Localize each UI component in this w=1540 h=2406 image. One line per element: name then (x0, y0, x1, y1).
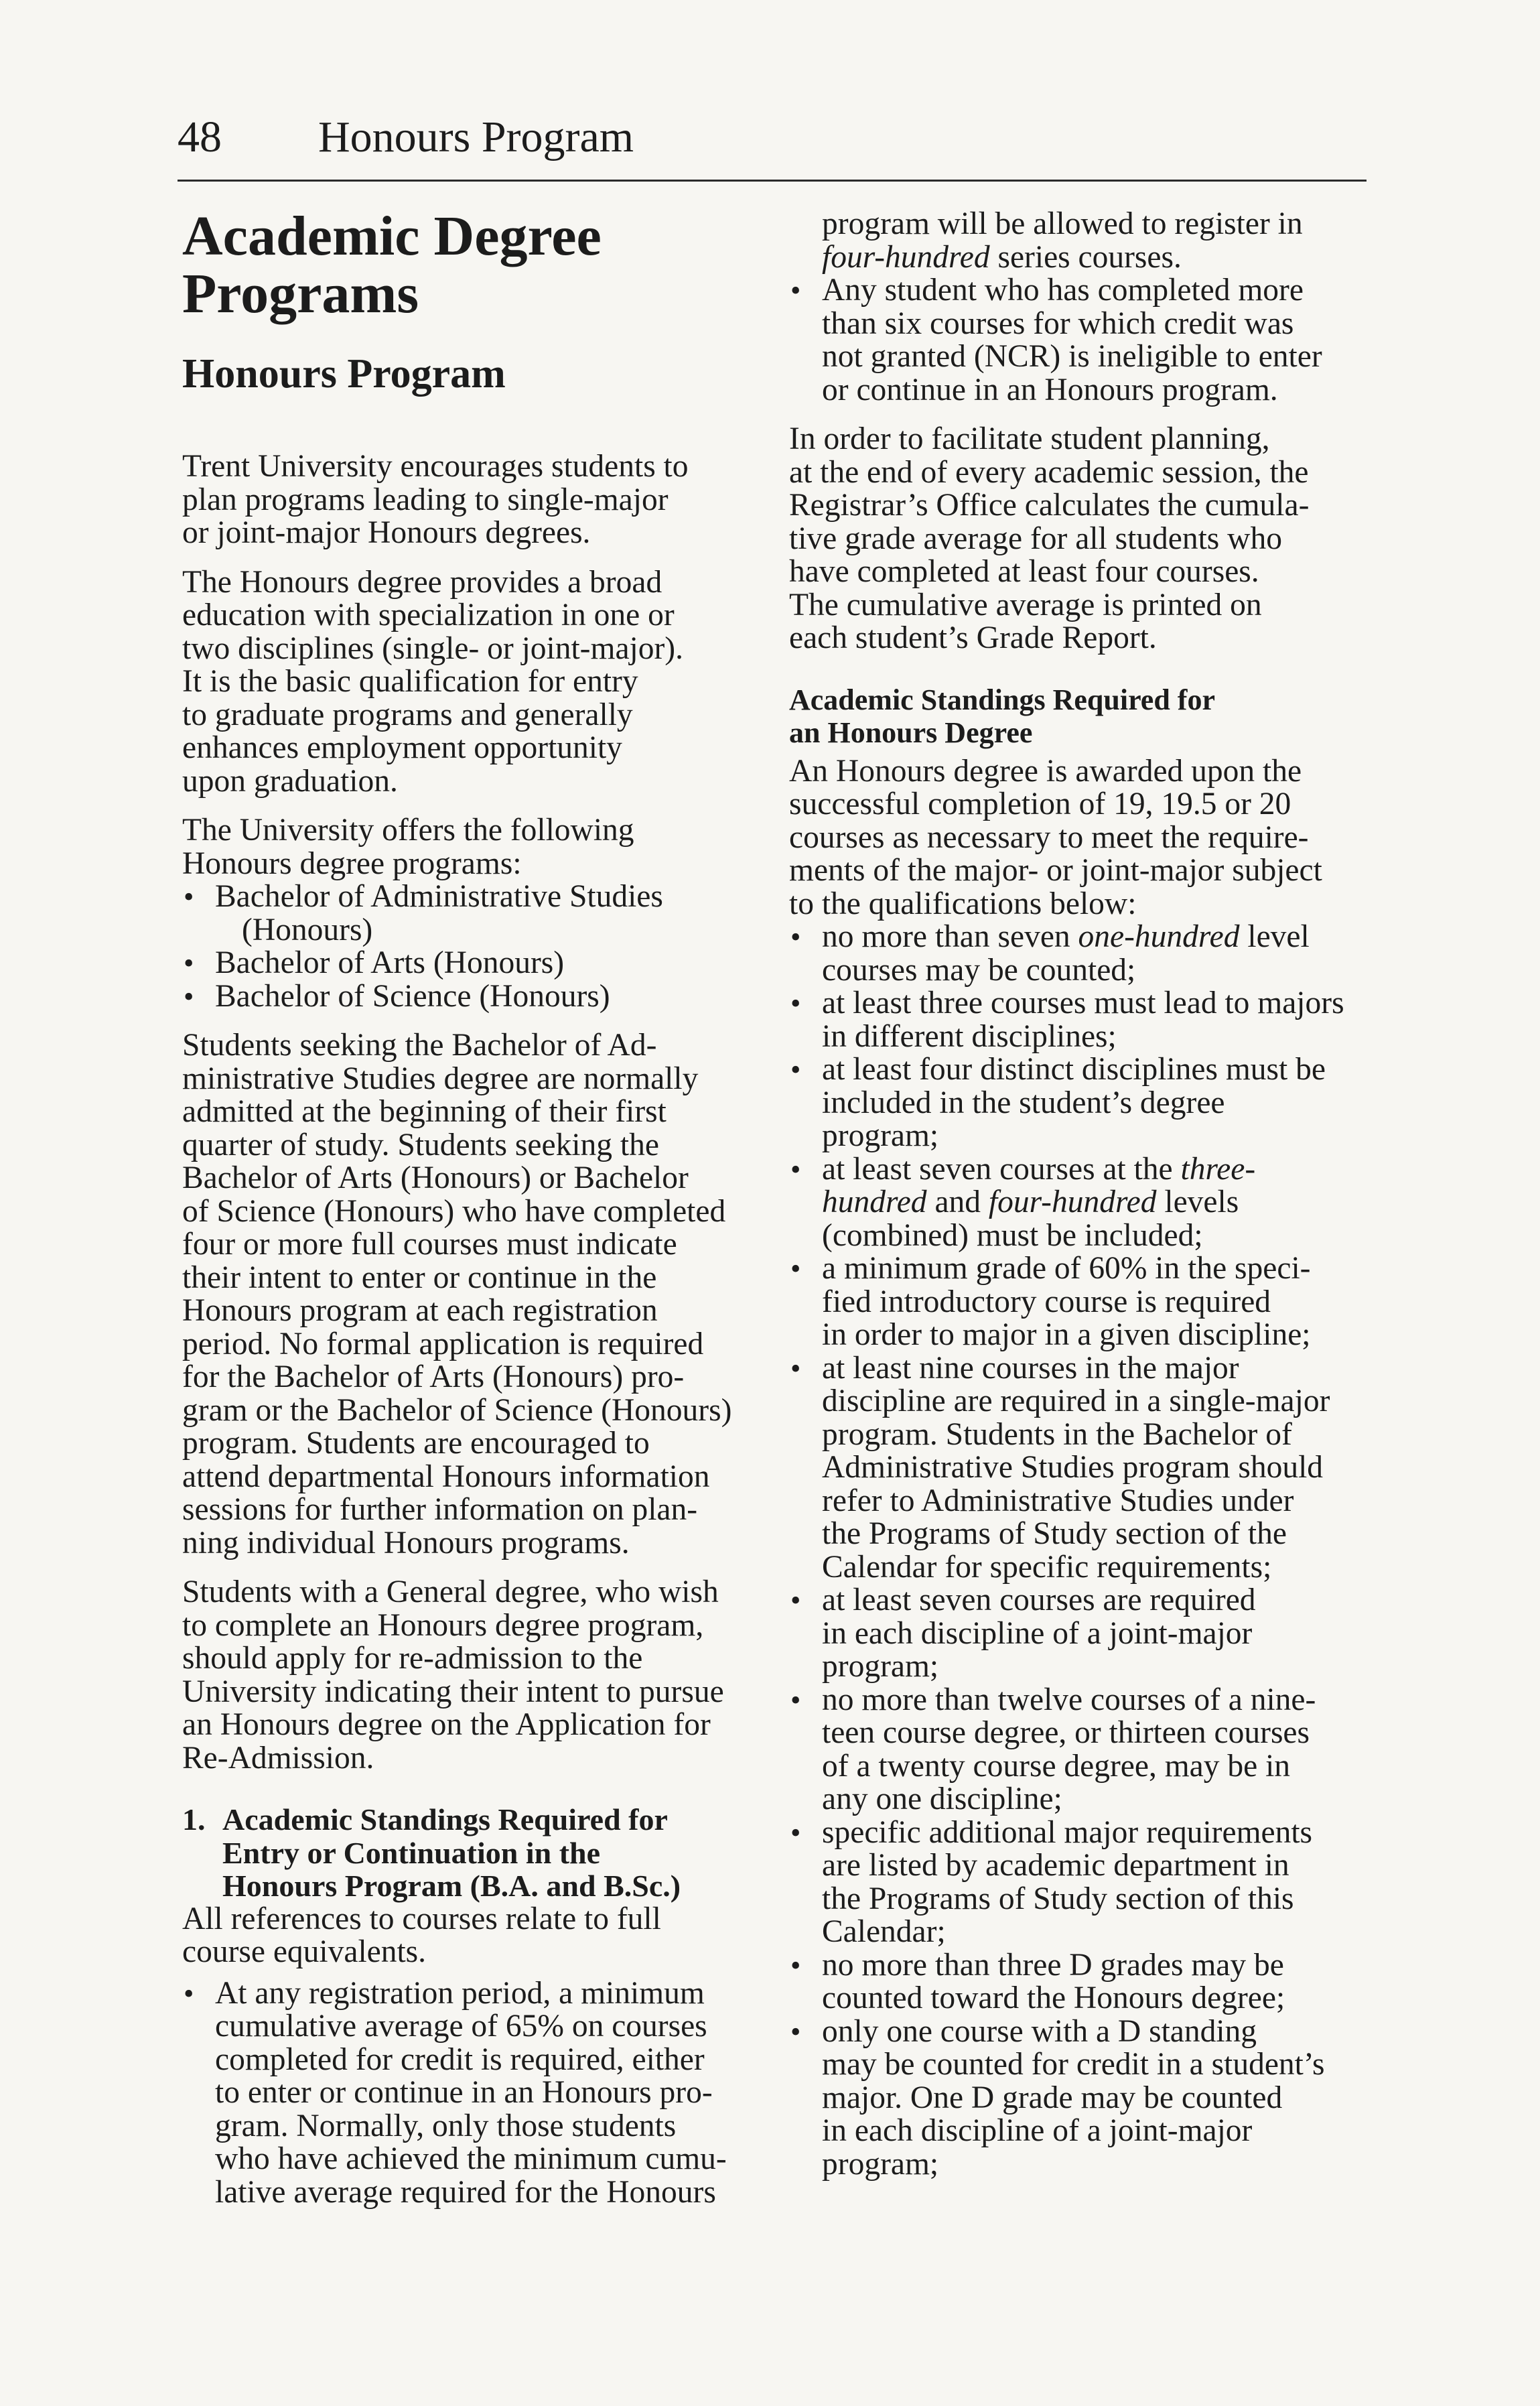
list-item: • no more than seven one-hundred level courses may be counted; (789, 921, 1372, 987)
ncr-list (789, 274, 1372, 407)
list-item: • Any student who has completed more than six courses for which credit was not granted (NCR) is ineligible to enter or continue in an Honours program. (789, 274, 1372, 407)
planning-paragraph: In order to facilitate student planning, at the end of every academic session, the Registrar’s Office calculates the cumula- tive grade average for all students who have completed at least four courses. The cumulative average is printed on each student’s Grade Report. (789, 421, 1310, 655)
list-item: • at least four distinct disciplines must be included in the student’s degree program; (789, 1053, 1372, 1153)
list-item: • Bachelor of Administrative Studies (Honours) (182, 880, 765, 947)
list-item: • Bachelor of Arts (Honours) (182, 947, 765, 980)
honours-degree-subheading: Academic Standings Required for an Honours Degree (789, 683, 1215, 749)
running-header (178, 107, 634, 168)
page-title: Academic Degree Programs (182, 205, 602, 325)
list-item: • at least three courses must lead to majors in different disciplines; (789, 987, 1372, 1053)
list-item: • at least nine courses in the major discipline are required in a single-major program. Students in the Bachelor of Administrative Studies program should refer to Administrative Studies under the Programs of Study section of the Calendar for specific requirements; (789, 1352, 1372, 1585)
list-item: • only one course with a D standing may be counted for credit in a student’s major. One D grade may be counted in each discipline of a joint-major program; (789, 2015, 1372, 2182)
running-title: Honours Program (318, 113, 634, 161)
readmission-paragraph: Students with a General degree, who wish to complete an Honours degree program, should apply for re-admission to the University indicating their intent to pursue an Honours degree on the Application for Re-Admission. (182, 1575, 724, 1776)
intro-paragraph: Trent University encourages students to plan programs leading to single-major or joint-major Honours degrees. (182, 449, 689, 550)
page-number: 48 (178, 113, 222, 161)
right-column (789, 208, 1372, 2181)
award-paragraph: An Honours degree is awarded upon the successful completion of 19, 19.5 or 20 courses as necessary to meet the require- ments of the major- or joint-major subject to the qualifications below: (789, 753, 1322, 921)
degree-description-paragraph: The Honours degree provides a broad education with specialization in one or two disciplines (single- or joint-major). It is the basic qualification for entry to graduate programs and generally enhances employment opportunity upon graduation. (182, 564, 683, 799)
offerings-paragraph: The University offers the following Honours degree programs: (182, 813, 634, 881)
list-item: • Bachelor of Science (Honours) (182, 980, 765, 1014)
list-item: • At any registration period, a minimum cumulative average of 65% on courses completed for credit is required, either to enter or continue in an Honours pro- gram. Normally, only those students who have achieved the minimum cumu- lative average required for the Honours (182, 1977, 765, 2210)
section-1-heading: 1. Academic Standings Required for Entry or Continuation in the Honours Program (B.A. and B.Sc.) (182, 1802, 681, 1903)
list-item: • specific additional major requirements are listed by academic department in the Programs of Study section of this Calendar; (789, 1816, 1372, 1949)
bullet-continuation: program will be allowed to register in four-hundred series courses. (822, 206, 1303, 275)
list-item: • a minimum grade of 60% in the speci- fied introductory course is required in order to major in a given discipline; (789, 1252, 1372, 1352)
header-rule (178, 180, 1367, 182)
list-item: • at least seven courses at the three- hundred and four-hundred levels (combined) must be included; (789, 1153, 1372, 1253)
section-title: Honours Program (182, 351, 506, 397)
admission-paragraph: Students seeking the Bachelor of Ad- ministrative Studies degree are normally admitted at the beginning of their first quarter of study. Students seeking the Bachelor of Arts (Honours) or Bachelor of Science (Honours) who have completed four or more full courses must indicate their intent to enter or continue in the Honours program at each registration period. No formal application is required for the Bachelor of Arts (Honours) pro- gram or the Bachelor of Science (Honours) program. Students are encouraged to attend departmental Honours information sessions for further information on plan- ning individual Honours programs. (182, 1028, 732, 1560)
qualifications-list (789, 921, 1372, 2181)
list-item: • no more than three D grades may be counted toward the Honours degree; (789, 1949, 1372, 2015)
list-item: • no more than twelve courses of a nine- teen course degree, or thirteen courses of a twenty course degree, may be in any one discipline; (789, 1684, 1372, 1816)
entry-requirements-list (182, 1977, 765, 2210)
list-item: • at least seven courses are required in each discipline of a joint-major program; (789, 1584, 1372, 1684)
left-column (182, 205, 765, 2210)
course-equivalents-note: All references to courses relate to full course equivalents. (182, 1901, 661, 1969)
degree-program-list (182, 880, 765, 1013)
